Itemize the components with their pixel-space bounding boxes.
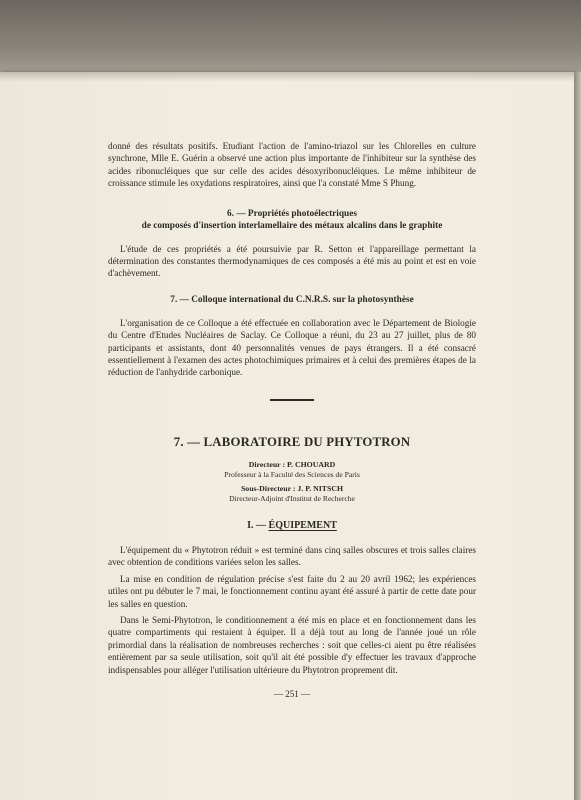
director-line: Directeur : P. CHOUARD [248, 459, 336, 469]
page-edge [574, 72, 581, 800]
equipment-paragraph-1: L'équipement du « Phytotron réduit » est terminé dans cinq salles obscures et trois salles claires avec obtention de conditions variées selon les salles. [108, 544, 476, 568]
section-6-heading-line1: 6. — Propriétés photoélectriques [227, 208, 357, 219]
subdirector-affiliation: Directeur-Adjoint d'Institut de Recherche [229, 493, 355, 503]
equipment-heading [108, 520, 476, 532]
page-content [108, 140, 476, 700]
section-6-paragraph: L'étude de ces propriétés a été poursuivie par R. Setton et l'appareillage permettant la détermination des constantes thermodynamiques de ces composés a été mis au point et est en voie d'achèvement. [108, 243, 476, 279]
laboratory-title: 7. — LABORATOIRE DU PHYTOTRON [173, 434, 411, 449]
equipment-paragraph-2: La mise en condition de régulation précise s'est faite du 2 au 20 avril 1962; les expériences utiles ont pu débuter le 7 mai, le fonctionnement continu ayant été assuré à partir de cette date pour les salles en question. [108, 573, 476, 609]
page-number: — 251 — [274, 688, 310, 699]
subdirector-line: Sous-Directeur : J. P. NITSCH [240, 483, 344, 493]
director-affiliation: Professeur à la Faculté des Sciences de Paris [224, 469, 360, 479]
equipment-title: ÉQUIPEMENT [268, 519, 337, 531]
page-fold-shadow [0, 72, 574, 82]
equipment-paragraph-3: Dans le Semi-Phytotron, le conditionnement a été mis en place et en fonctionnement dans les quatre compartiments qui restaient à équiper. Il a déjà tout au long de l'année joué un rôle primordial dans la réalisation de nombreuses recherches : soit que celles-ci aient pu être réalisées entièrement par sa seule utilisation, soit qu'il ait été possible d'y effectuer les travaux d'approche indispensables pour alléger l'utilisation ultérieure du Phytotron proprement dit. [108, 614, 476, 675]
section-6-heading-line2: de composés d'insertion interlamellaire des métaux alcalins dans le graphite [141, 220, 443, 231]
equipment-number: I. — [247, 519, 267, 531]
section-7-heading: 7. — Colloque international du C.N.R.S. sur la photosynthèse [170, 294, 414, 305]
continuation-paragraph: donné des résultats positifs. Etudiant l'action de l'amino-triazol sur les Chlorelles en culture synchrone, Mlle E. Guérin a observé une action plus importante de l'inhibiteur sur la synthèse des acides ribonucléiques que sur celle des acides désoxyribonucléiques. Le même inhibiteur de croissance stimule les oxydations respiratoires, ainsi que l'a constaté Mme S Phung. [108, 141, 476, 189]
scan-background-top [0, 0, 581, 80]
section-7-paragraph: L'organisation de ce Colloque a été effectuée en collaboration avec le Département de Biologie du Centre d'Etudes Nucléaires de Saclay. Ce Colloque a réuni, du 23 au 27 juillet, plus de 80 participants et assistants, dont 40 personnalités venues de pays étrangers. Il a été consacré essentiellement à l'examen des actes photochimiques primaires et à celui des premières étapes de la réduction de l'anhydride carbonique. [108, 317, 476, 378]
